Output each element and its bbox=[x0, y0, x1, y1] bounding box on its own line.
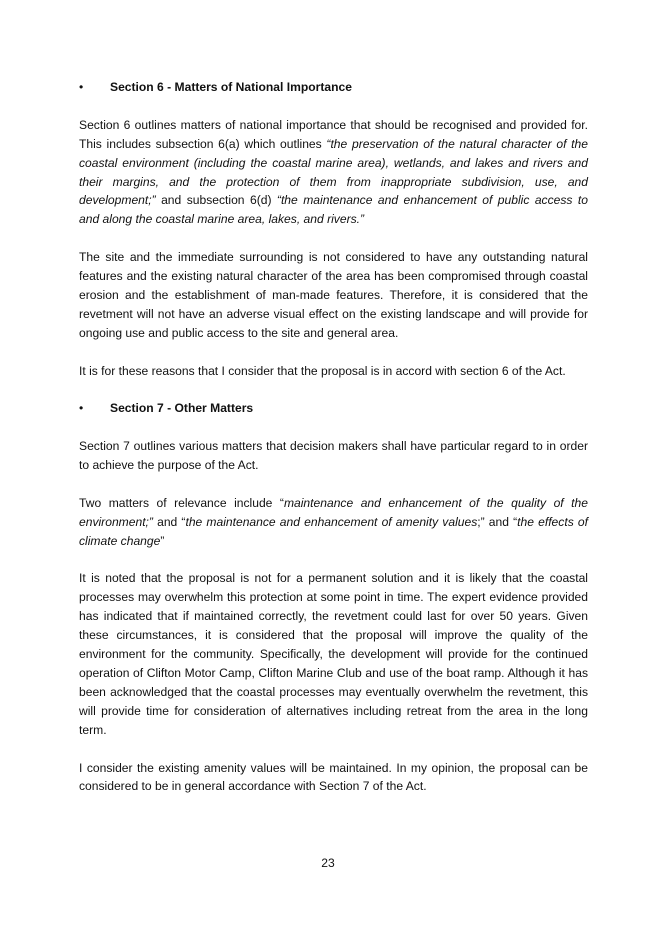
text-run: Two matters of relevance include “ bbox=[79, 495, 284, 510]
text-run: Section 6 outlines matters of national importance that should be recognised and provided for. This includes subsection 6(a) which outlines bbox=[79, 117, 588, 151]
section-7-paragraph-2 bbox=[79, 494, 588, 551]
section-7-paragraph-4: I consider the existing amenity values will be maintained. In my opinion, the proposal can be considered to be in general accordance with Section 7 of the Act. bbox=[79, 760, 588, 794]
section-7-heading bbox=[79, 399, 588, 418]
bullet-icon: • bbox=[79, 80, 84, 94]
section-7-title: Section 7 - Other Matters bbox=[110, 401, 254, 416]
section-6-paragraph-1 bbox=[79, 116, 588, 229]
text-run: ;” and “ bbox=[477, 514, 518, 529]
text-run: and subsection 6(d) bbox=[155, 193, 277, 208]
quote-6a: “the preservation of the natural character of the coastal environment (including the coastal marine area), wetlands, and lakes and rivers and their margins, and the protection of them from inappropriate subdivision, use, and development;” bbox=[79, 136, 588, 208]
quote-climate: the effects of climate change bbox=[79, 514, 588, 548]
bullet-icon: • bbox=[79, 401, 84, 416]
quote-amenity: the maintenance and enhancement of amenity values bbox=[185, 514, 478, 529]
quote-6d: “the maintenance and enhancement of public access to and along the coastal marine area, lakes, and rivers.” bbox=[79, 193, 588, 227]
section-6-paragraph-3: It is for these reasons that I consider that the proposal is in accord with section 6 of the Act. bbox=[79, 363, 566, 378]
page-number: 23 bbox=[321, 856, 335, 870]
section-6-heading bbox=[79, 78, 588, 97]
page-content bbox=[79, 78, 588, 815]
quote-quality: maintenance and enhancement of the quality of the environment;” bbox=[79, 495, 588, 529]
section-7-paragraph-1: Section 7 outlines various matters that decision makers shall have particular regard to in order to achieve the purpose of the Act. bbox=[79, 439, 588, 473]
section-6-title: Section 6 - Matters of National Importance bbox=[110, 80, 352, 94]
text-run: ” bbox=[160, 533, 165, 548]
section-6-paragraph-2: The site and the immediate surrounding is not considered to have any outstanding natural features and the existing natural character of the area has been compromised through coastal erosion and the establishment of man-made features. Therefore, it is considered that the revetment will not have an adverse visual effect on the existing landscape and will provide for ongoing use and public access to the site and general area. bbox=[79, 250, 588, 340]
text-run: and “ bbox=[152, 514, 186, 529]
section-7-paragraph-3: It is noted that the proposal is not for a permanent solution and it is likely that the coastal processes may overwhelm this protection at some point in time. The expert evidence provided has indicated that if maintained correctly, the revetment could last for over 50 years. Given these circumstances, it is considered that the proposal will improve the quality of the environment for the community. Specifically, the development will provide for the continued operation of Clifton Motor Camp, Clifton Marine Club and use of the boat ramp. Although it has been acknowledged that the coastal processes may eventually overwhelm the revetment, this will provide time for consideration of alternatives including retreat from the area in the long term. bbox=[79, 571, 588, 737]
